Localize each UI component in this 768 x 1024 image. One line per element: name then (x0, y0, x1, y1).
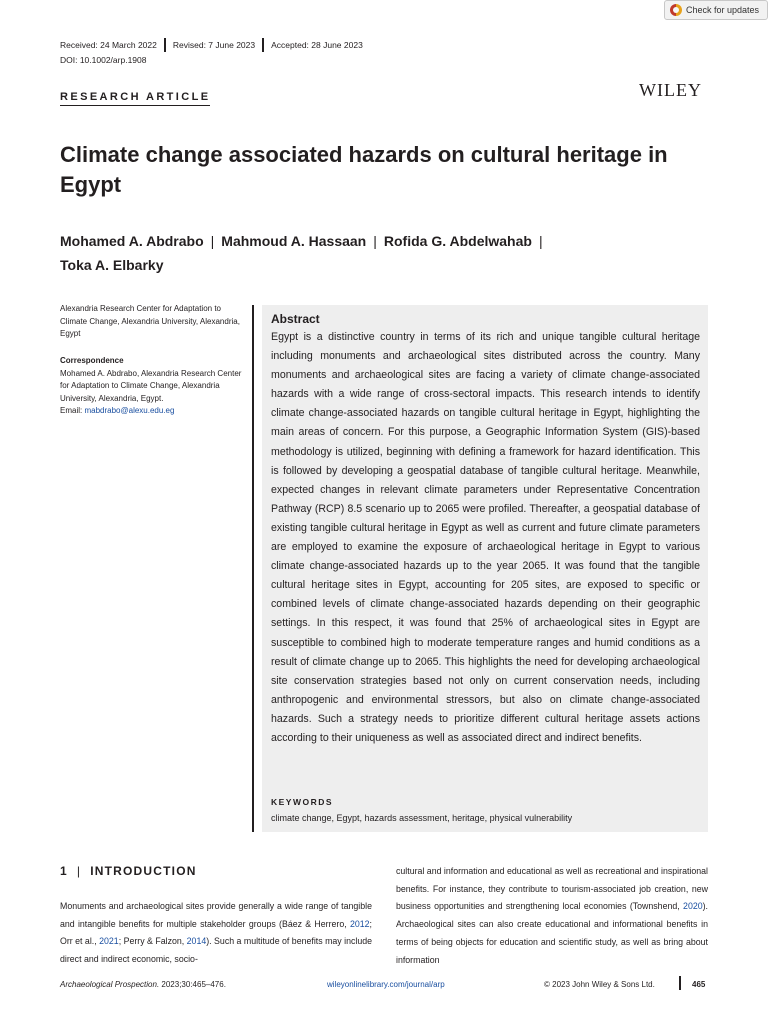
author-separator: | (210, 233, 215, 249)
section-title: INTRODUCTION (90, 864, 197, 878)
citation-link[interactable]: 2014 (186, 936, 207, 947)
body-text: ; Perry & Falzon, (118, 936, 187, 947)
accepted-date: Accepted: 28 June 2023 (271, 40, 363, 50)
body-text: Monuments and archaeological sites provide generally a wide range of tangible and intangible benefits for multiple stakeholder groups ( (60, 901, 372, 929)
section-heading-introduction (60, 864, 197, 878)
email-label: Email: (60, 406, 83, 415)
author-name[interactable]: Mahmoud A. Hassaan (221, 233, 367, 249)
article-title: Climate change associated hazards on cultural heritage in Egypt (60, 142, 668, 197)
abstract-body: Egypt is a distinctive country in terms of its rich and unique tangible cultural heritage including monuments and archaeological sites distributed across the country. Many monuments and archaeological sites are facing a variety of climate change-associated hazards with a wide range of cross-sectoral impacts. This research intends to identify climate change-associated hazards on tangible cultural heritage in Egypt, highlighting the main areas of concern. For this purpose, a Geographic Information System (GIS)-based methodology is utilized, beginning with defining a framework for hazard identification. This is followed by developing a geospatial database of tangible cultural heritage. Meanwhile, expected changes in relevant climate parameters under Representative Concentration Pathway (RCP) 8.5 scenario up to 2065 were profiled. Thereafter, a geospatial database of existing tangible cultural heritage in Egypt as well as current and future climate parameters are employed to examine the exposure of archaeological heritage in Egypt to various climate change-associated hazards up to the year 2065. It was found that the tangible cultural heritage sites in Egypt, accounting for 205 sites, are exposed to specific or combined levels of climate change-associated hazards depending on their geographic settings. In this respect, it was found that 25% of archaeological sites in Egypt are susceptible to combined high to moderate temperature ranges and humid conditions as a result of climate change up to 2065. This highlights the need for developing archaeological site conservation strategies based not only on current conservation needs, including anthropogenic and environmental stressors, but also on climate change-associated hazards. Such a strategy needs to prioritize different cultural heritage assets actions according to their uniqueness as well as associated direct and indirect benefits. (271, 331, 700, 744)
body-text: ). Such a multitude of benefits may include direct and indirect economic, socio- (60, 936, 373, 965)
citation-link[interactable]: 2020 (683, 901, 703, 912)
check-for-updates-label: Check for updates (686, 5, 760, 15)
keywords-list: climate change, Egypt, hazards assessment, heritage, physical vulnerability (271, 813, 573, 823)
journal-name: Archaeological Prospection. (60, 980, 160, 989)
body-text: ; Orr et al., (60, 918, 372, 947)
section-separator: | (76, 864, 82, 878)
doi[interactable]: DOI: 10.1002/arp.1908 (60, 55, 147, 65)
crossmark-icon (670, 4, 682, 16)
page-number: 465 (692, 980, 706, 989)
citation-link[interactable]: 2021 (99, 936, 119, 947)
citation-link[interactable]: 2012 (349, 918, 370, 929)
body-text: ). Archaeological sites can also create educational and informational benefits in terms of being objects for education and scientific study, as well as bring about information (396, 901, 708, 965)
affiliation: Alexandria Research Center for Adaptation to Climate Change, Alexandria University, Alexandria, Egypt (60, 304, 240, 338)
check-for-updates-button[interactable] (664, 0, 768, 20)
correspondence-text: Mohamed A. Abdrabo, Alexandria Research Center for Adaptation to Climate Change, Alexandria University, Alexandria, Egypt. (60, 368, 242, 403)
publisher-logo: WILEY (639, 80, 702, 100)
author-list (60, 229, 640, 277)
intro-paragraph-right (396, 863, 708, 969)
correspondence-email (60, 405, 245, 418)
keywords-heading: KEYWORDS (271, 797, 334, 807)
footer-citation (60, 980, 226, 989)
received-date: Received: 24 March 2022 (60, 40, 157, 50)
intro-paragraph-left (60, 898, 372, 969)
copyright: © 2023 John Wiley & Sons Ltd. (544, 980, 655, 989)
article-type: RESEARCH ARTICLE (60, 91, 210, 106)
footer-divider (679, 976, 681, 990)
author-separator: | (538, 233, 543, 249)
abstract-heading: Abstract (271, 312, 320, 326)
abstract-rule (252, 305, 254, 832)
volume-info: 2023;30:465–476. (161, 980, 226, 989)
section-number: 1 (60, 864, 68, 878)
author-name[interactable]: Toka A. Elbarky (60, 257, 164, 273)
body-text: cultural and information and educational as well as recreational and inspirational benefits. For instance, they contribute to tourism-associated job creation, new business opportunities and strengthening local economies (Townshend, (396, 866, 708, 912)
article-dates (60, 38, 370, 52)
correspondence (60, 355, 245, 418)
author-name[interactable]: Mohamed A. Abdrabo (60, 233, 204, 249)
revised-date: Revised: 7 June 2023 (172, 40, 256, 50)
correspondence-heading: Correspondence (60, 356, 124, 365)
author-name[interactable]: Rofida G. Abdelwahab (383, 233, 532, 249)
author-separator: | (373, 233, 377, 249)
body-text: Báez & Herrero, (281, 918, 350, 929)
journal-url-link[interactable]: wileyonlinelibrary.com/journal/arp (327, 980, 445, 989)
email-link[interactable]: mabdrabo@alexu.edu.eg (84, 406, 175, 415)
